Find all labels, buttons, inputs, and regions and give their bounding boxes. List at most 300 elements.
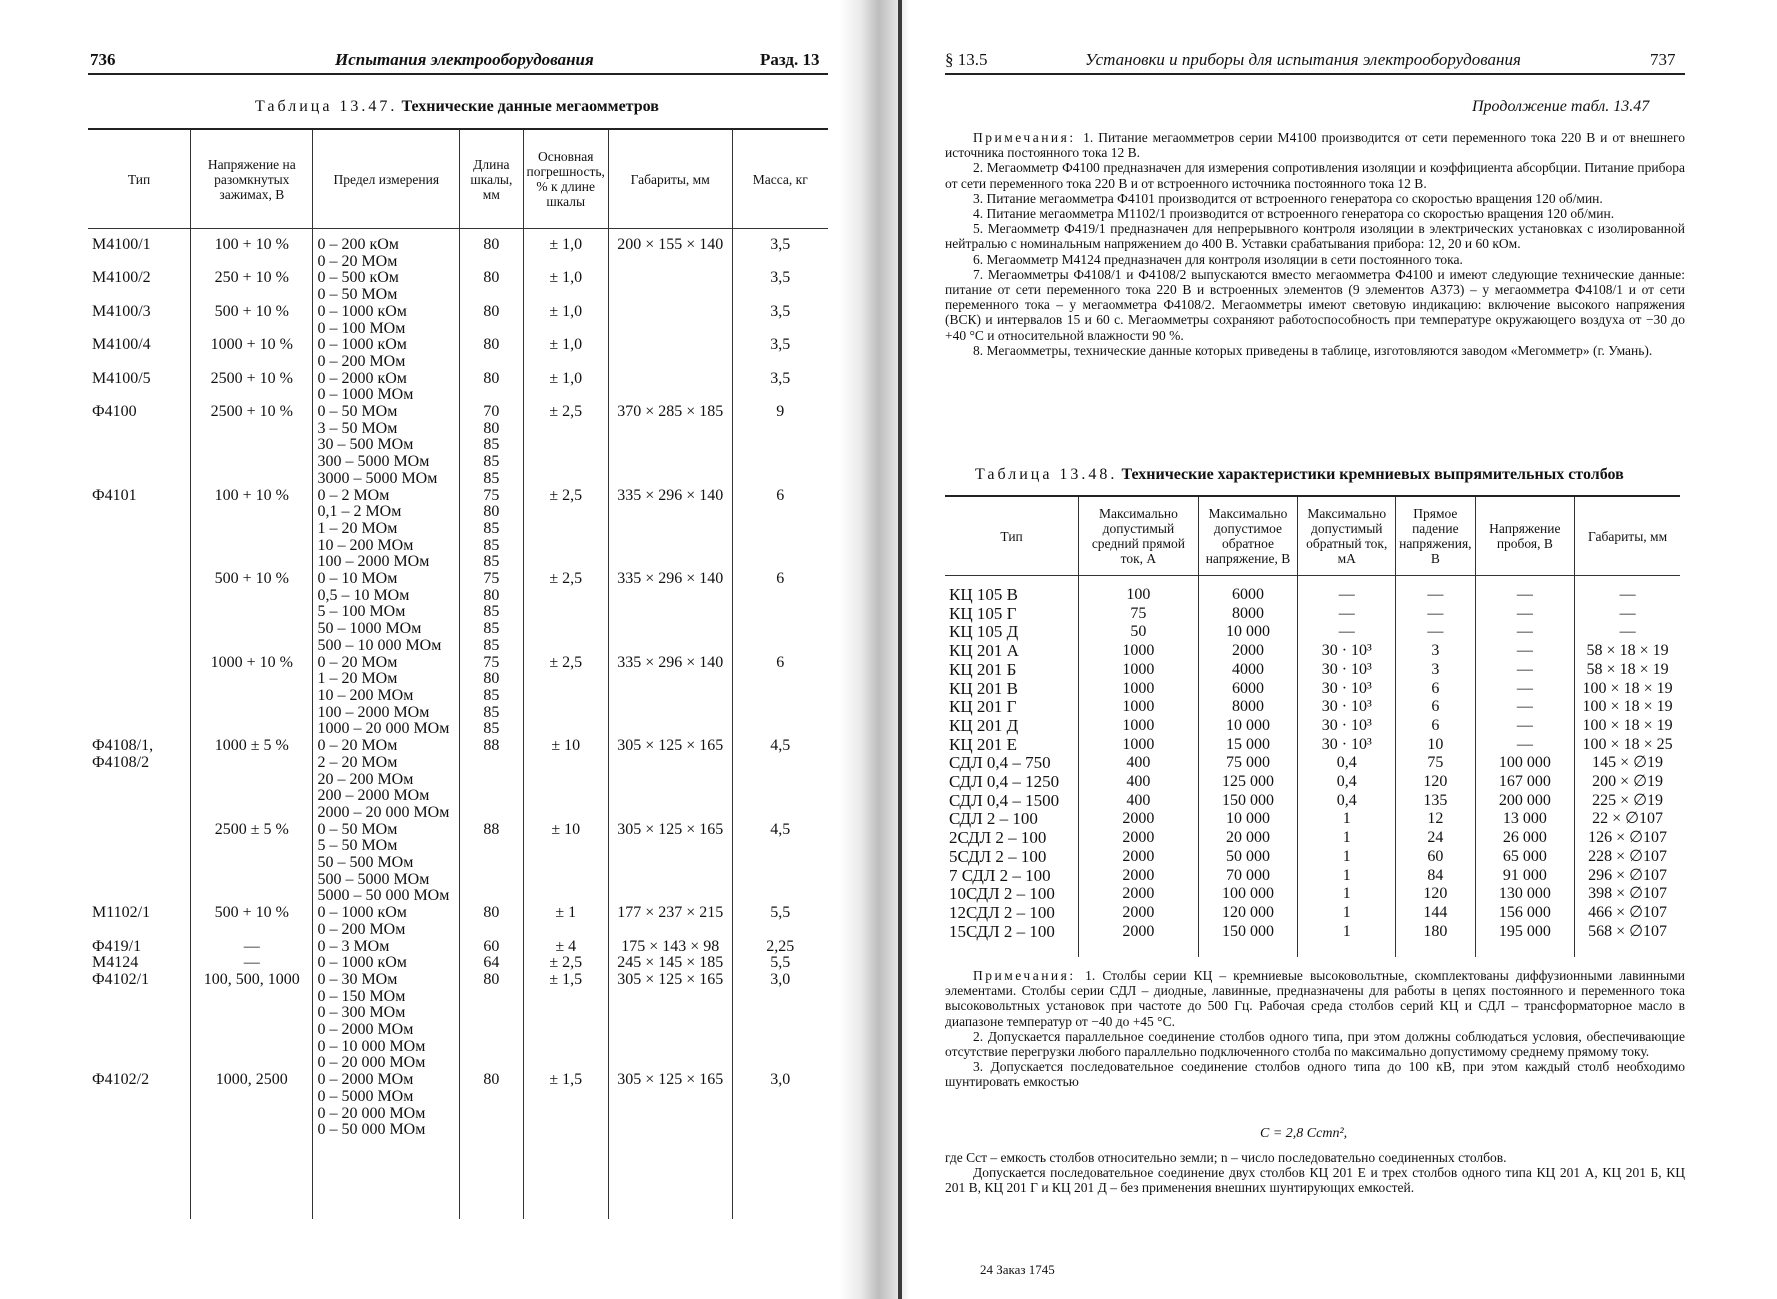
table-cell: 0,4	[1298, 754, 1396, 773]
table-47-header-cell: Основная погрешность, % к длине шкалы	[523, 129, 608, 229]
table-cell: 70 80 85 85 85	[460, 404, 523, 488]
table-cell: 1000	[1079, 736, 1198, 755]
table-cell: 1000, 2500	[191, 1072, 313, 1139]
table-cell: 12СДЛ 2 – 100	[945, 904, 1079, 923]
table-cell: 335 × 296 × 140	[608, 571, 732, 655]
note-text: 7. Мегаомметры Ф4108/1 и Ф4108/2 выпускаются вместо мегаомметра Ф4100 и имеют следующие технические данные: питание от сети переменного тока 220 В и встроенных элементов (9 элементов А373) – у мегаомметра Ф4108/1 и от сети переменного тока – у мегаомметра Ф4108/2. Мегаомметры имеют световую индикацию: включение высокого напряжения (ВСК) и интервалов 15 и 60 с. Мегаомметры сохраняют работоспособность при температуре окружающего воздуха от −30 до +40 °С и относительной влажности 90 %.	[945, 266, 1685, 343]
table-cell: 1000	[1079, 717, 1198, 736]
table-cell: —	[1575, 576, 1680, 605]
table-cell: 6000	[1198, 680, 1298, 699]
table-cell: ± 1,0	[523, 371, 608, 404]
table-48-body	[945, 576, 1680, 958]
table-cell: 0 – 1000 кОм 0 – 200 МОм	[313, 337, 460, 370]
table-cell: Ф4100	[88, 404, 191, 488]
table-cell: ± 1,0	[523, 304, 608, 337]
table-cell	[88, 655, 191, 739]
table-cell: 10СДЛ 2 – 100	[945, 885, 1079, 904]
table-cell: —	[1396, 623, 1475, 642]
table-cell: 80	[460, 1072, 523, 1139]
table-cell: ± 2,5	[523, 404, 608, 488]
table-row	[945, 605, 1680, 624]
table-cell: 80	[460, 270, 523, 303]
table-row	[945, 810, 1680, 829]
table-cell: КЦ 201 Г	[945, 698, 1079, 717]
table-cell: 5СДЛ 2 – 100	[945, 848, 1079, 867]
table-cell: 3,5	[732, 304, 828, 337]
table-cell: 0 – 50 МОм 3 – 50 МОм 30 – 500 МОм 300 – 5000 МОм 3000 – 5000 МОм	[313, 404, 460, 488]
table-cell: 1	[1298, 867, 1396, 886]
table-cell: 30 · 10³	[1298, 661, 1396, 680]
table-row	[88, 905, 828, 938]
header-rule-right	[945, 73, 1685, 75]
table-cell: 1	[1298, 829, 1396, 848]
table-cell: 1	[1298, 848, 1396, 867]
table-cell: 65 000	[1475, 848, 1575, 867]
table-47-header-cell: Тип	[88, 129, 191, 229]
table-cell: —	[1475, 623, 1575, 642]
table-cell: 0 – 2000 МОм 0 – 5000 МОм 0 – 20 000 МОм 0 – 50 000 МОм	[313, 1072, 460, 1139]
table-cell	[313, 1139, 460, 1219]
table-cell: 6	[732, 655, 828, 739]
note-text: 1. Питание мегаомметров серии М4100 производится от сети переменного тока 220 В и от внешнего источника постоянного тока 12 В.	[945, 130, 1685, 161]
table-cell: 2000	[1079, 829, 1198, 848]
table-cell: КЦ 201 Д	[945, 717, 1079, 736]
table-cell: 75 000	[1198, 754, 1298, 773]
table-cell: —	[1575, 605, 1680, 624]
table-cell: 2500 + 10 %	[191, 404, 313, 488]
table-cell: 6	[732, 571, 828, 655]
table-47-header-cell: Длина шкалы, мм	[460, 129, 523, 229]
table-cell: 305 × 125 × 165	[608, 738, 732, 822]
table-cell: 1	[1298, 923, 1396, 958]
note-paragraph	[945, 206, 1685, 221]
table-cell: 12	[1396, 810, 1475, 829]
table-cell: ± 10	[523, 738, 608, 822]
table-cell	[608, 371, 732, 404]
table-48-title: Технические характеристики кремниевых выпрямительных столбов	[1121, 466, 1624, 483]
table-cell: 24	[1396, 829, 1475, 848]
table-cell: 180	[1396, 923, 1475, 958]
table-cell: 120	[1396, 885, 1475, 904]
table-cell	[88, 1139, 191, 1219]
left-page	[0, 0, 880, 1299]
table-row	[945, 717, 1680, 736]
table-cell: 75 80 85 85 85	[460, 488, 523, 572]
table-cell: 15 000	[1198, 736, 1298, 755]
table-48-header-cell: Габариты, мм	[1575, 496, 1680, 576]
table-cell: 156 000	[1475, 904, 1575, 923]
table-cell: ± 1,0	[523, 270, 608, 303]
table-cell: —	[1396, 605, 1475, 624]
table-cell: ± 10	[523, 822, 608, 906]
table-cell: ± 1,5	[523, 1072, 608, 1139]
table-cell: ± 2,5	[523, 655, 608, 739]
table-cell: 400	[1079, 792, 1198, 811]
table-cell: 400	[1079, 773, 1198, 792]
table-48-caption	[975, 466, 1624, 484]
table-cell: 145 × ∅19	[1575, 754, 1680, 773]
table-cell: 22 × ∅107	[1575, 810, 1680, 829]
table-row	[945, 680, 1680, 699]
table-cell: 126 × ∅107	[1575, 829, 1680, 848]
table-cell: 0,4	[1298, 773, 1396, 792]
table-cell: 15СДЛ 2 – 100	[945, 923, 1079, 958]
table-cell: —	[1575, 623, 1680, 642]
table-cell: СДЛ 0,4 – 1500	[945, 792, 1079, 811]
table-cell: 84	[1396, 867, 1475, 886]
table-cell: 80	[460, 337, 523, 370]
table-47-header-row	[88, 129, 828, 229]
table-cell: 3	[1396, 661, 1475, 680]
table-cell: 3,5	[732, 229, 828, 271]
printer-footer: 24 Заказ 1745	[980, 1262, 1055, 1277]
table-row	[945, 754, 1680, 773]
table-cell: 144	[1396, 904, 1475, 923]
table-cell: 400	[1079, 754, 1198, 773]
table-cell: —	[1475, 736, 1575, 755]
table-cell: 9	[732, 404, 828, 488]
note-paragraph	[945, 221, 1685, 251]
table-48-notes	[945, 968, 1685, 1090]
table-cell: 80	[460, 371, 523, 404]
table-cell: 30 · 10³	[1298, 736, 1396, 755]
table-48-label: Таблица 13.48.	[975, 466, 1118, 483]
table-cell: 100 × 18 × 25	[1575, 736, 1680, 755]
table-cell: 3,5	[732, 270, 828, 303]
table-cell: ± 4 ± 2,5 ± 1,5	[523, 939, 608, 1073]
table-cell: 80	[460, 905, 523, 938]
table-cell: 75 80 85 85 85	[460, 571, 523, 655]
note-text: 6. Мегаомметр М4124 предназначен для контроля изоляции в сети постоянного тока.	[973, 251, 1463, 267]
table-cell: 100 × 18 × 19	[1575, 717, 1680, 736]
note-paragraph	[945, 130, 1685, 160]
table-cell: 58 × 18 × 19	[1575, 642, 1680, 661]
table-cell: М4100/3	[88, 304, 191, 337]
table-cell: —	[1475, 605, 1575, 624]
table-cell: 7 СДЛ 2 – 100	[945, 867, 1079, 886]
table-cell: 6	[1396, 698, 1475, 717]
table-48-header-cell: Максимально допустимый обратный ток, мА	[1298, 496, 1396, 576]
table-cell: 0 – 500 кОм 0 – 50 МОм	[313, 270, 460, 303]
table-row	[945, 792, 1680, 811]
table-cell: 225 × ∅19	[1575, 792, 1680, 811]
table-cell	[732, 1139, 828, 1219]
note-paragraph	[945, 1029, 1685, 1059]
capacitance-formula: C = 2,8 Cстn²,	[1260, 1126, 1348, 1141]
table-cell: 88	[460, 822, 523, 906]
table-row	[88, 655, 828, 739]
table-row	[88, 270, 828, 303]
table-cell: 4,5	[732, 822, 828, 906]
table-row	[945, 642, 1680, 661]
running-title-right: Установки и приборы для испытания электрооборудования	[1085, 50, 1521, 69]
table-cell: 2000	[1079, 923, 1198, 958]
table-cell	[88, 571, 191, 655]
table-cell: 370 × 285 × 185	[608, 404, 732, 488]
table-row	[88, 337, 828, 370]
table-cell: М4100/2	[88, 270, 191, 303]
table-cell: 200 000	[1475, 792, 1575, 811]
table-cell: 500 + 10 %	[191, 905, 313, 938]
table-row	[88, 404, 828, 488]
table-cell: ± 2,5	[523, 488, 608, 572]
table-47-caption	[255, 98, 659, 116]
table-cell: 10 000	[1198, 623, 1298, 642]
table-cell: 228 × ∅107	[1575, 848, 1680, 867]
table-cell: КЦ 105 В	[945, 576, 1079, 605]
table-cell: 10 000	[1198, 810, 1298, 829]
table-cell: 4,5	[732, 738, 828, 822]
table-cell: 100 000	[1198, 885, 1298, 904]
table-cell: 3,5	[732, 337, 828, 370]
table-cell	[608, 270, 732, 303]
table-cell: КЦ 201 Е	[945, 736, 1079, 755]
table-cell: ± 1	[523, 905, 608, 938]
table-cell: 26 000	[1475, 829, 1575, 848]
note-text: 3. Допускается последовательное соединение столбов одного типа до 100 кВ, при этом каждый столб необходимо шунтировать емкостью	[945, 1059, 1685, 1090]
table-cell: КЦ 201 В	[945, 680, 1079, 699]
table-cell: КЦ 201 А	[945, 642, 1079, 661]
table-cell: 2500 + 10 %	[191, 371, 313, 404]
table-cell: 1000	[1079, 698, 1198, 717]
table-cell: 58 × 18 × 19	[1575, 661, 1680, 680]
table-cell: 8000	[1198, 605, 1298, 624]
table-cell: 568 × ∅107	[1575, 923, 1680, 958]
table-cell: 91 000	[1475, 867, 1575, 886]
note-text: 1. Столбы серии КЦ – кремниевые высоковольтные, скомплектованы диффузионными лавинными элементами. Столбы серии СДЛ – диодные, лавинные, предназначены для работы в цепях постоянного и переменного тока высоковольтных установок при частоте до 500 Гц. Рабочая среда столбов серий КЦ и СДЛ – трансформаторное масло в диапазоне температур от −40 до +45 °С.	[945, 968, 1686, 1029]
table-cell: 500 + 10 %	[191, 304, 313, 337]
table-cell: 296 × ∅107	[1575, 867, 1680, 886]
table-cell: 1	[1298, 885, 1396, 904]
table-cell: 1000	[1079, 642, 1198, 661]
book-spine	[898, 0, 902, 1299]
table-cell: 60	[1396, 848, 1475, 867]
table-cell	[608, 304, 732, 337]
table-cell: 100 + 10 %	[191, 488, 313, 572]
table-cell: 2000	[1079, 885, 1198, 904]
table-row	[945, 736, 1680, 755]
table-cell: 150 000	[1198, 923, 1298, 958]
table-row	[945, 904, 1680, 923]
section-label-left: Разд. 13	[760, 50, 820, 69]
table-cell: 398 × ∅107	[1575, 885, 1680, 904]
table-cell: 100 × 18 × 19	[1575, 680, 1680, 699]
table-row	[88, 822, 828, 906]
table-cell: 20 000	[1198, 829, 1298, 848]
table-row	[88, 488, 828, 572]
table-cell: 167 000	[1475, 773, 1575, 792]
table-48-header-cell: Прямое падение напряжения, В	[1396, 496, 1475, 576]
table-48-notes-continued	[945, 1150, 1685, 1196]
table-47-header-cell: Масса, кг	[732, 129, 828, 229]
table-cell: Ф4101	[88, 488, 191, 572]
header-rule-left	[88, 73, 828, 75]
note-text: 3. Питание мегаомметра Ф4101 производится от встроенного генератора со скоростью вращения 120 об/мин.	[973, 190, 1603, 206]
table-cell: СДЛ 0,4 – 750	[945, 754, 1079, 773]
table-cell: 466 × ∅107	[1575, 904, 1680, 923]
table-row	[88, 571, 828, 655]
table-cell: 1000 + 10 %	[191, 337, 313, 370]
table-cell: 88	[460, 738, 523, 822]
table-cell: 0 – 3 МОм 0 – 1000 кОм 0 – 30 МОм 0 – 150 МОм 0 – 300 МОм 0 – 2000 МОм 0 – 10 000 МОм 0 – 20 000 МОм	[313, 939, 460, 1073]
table-row	[88, 229, 828, 271]
table-cell: 100	[1079, 576, 1198, 605]
table-cell: 0 – 2 МОм 0,1 – 2 МОм 1 – 20 МОм 10 – 200 МОм 100 – 2000 МОм	[313, 488, 460, 572]
table-cell: М4100/1	[88, 229, 191, 271]
table-cell: 6000	[1198, 576, 1298, 605]
table-cell: 2,25 5,5 3,0	[732, 939, 828, 1073]
table-cell: 200 × ∅19	[1575, 773, 1680, 792]
table-cell: 13 000	[1475, 810, 1575, 829]
table-47-notes	[945, 130, 1685, 358]
table-cell: —	[1298, 605, 1396, 624]
table-cell: —	[1298, 623, 1396, 642]
note-text: 2. Мегаомметр Ф4100 предназначен для измерения сопротивления изоляции и коэффициента абсорбции. Питание прибора от сети переменного тока 220 В и от встроенного источника постоянного тока 12 В.	[945, 160, 1685, 191]
table-cell: 30 · 10³	[1298, 698, 1396, 717]
table-cell: 1	[1298, 904, 1396, 923]
table-cell: ± 1,0	[523, 337, 608, 370]
table-cell: 50 000	[1198, 848, 1298, 867]
table-cell: 0 – 2000 кОм 0 – 1000 МОм	[313, 371, 460, 404]
table-cell: 8000	[1198, 698, 1298, 717]
table-cell: 2000	[1079, 810, 1198, 829]
table-cell	[460, 1139, 523, 1219]
table-cell: 6	[1396, 717, 1475, 736]
table-cell: 3,5	[732, 371, 828, 404]
note-text: 5. Мегаомметр Ф419/1 предназначен для непрерывного контроля изоляции в электрических установках с изолированной нейтралью с номинальным напряжением до 400 В. Уставки срабатывания прибора: 12, 20 и 60 кОм.	[945, 221, 1685, 252]
table-cell: М1102/1	[88, 905, 191, 938]
table-cell: —	[1475, 680, 1575, 699]
table-cell: 0 – 20 МОм 2 – 20 МОм 20 – 200 МОм 200 – 2000 МОм 2000 – 20 000 МОм	[313, 738, 460, 822]
table-cell: 10	[1396, 736, 1475, 755]
table-cell: 175 × 143 × 98 245 × 145 × 185 305 × 125 × 165	[608, 939, 732, 1073]
table-row	[88, 304, 828, 337]
table-cell: 10 000	[1198, 717, 1298, 736]
table-row	[945, 829, 1680, 848]
table-cell: 177 × 237 × 215	[608, 905, 732, 938]
note-text: 8. Мегаомметры, технические данные которых приведены в таблице, изготовляются заводом «Мегомметр» (г. Умань).	[973, 342, 1653, 358]
table-row	[945, 848, 1680, 867]
table-cell: 335 × 296 × 140	[608, 488, 732, 572]
note-paragraph	[945, 968, 1685, 1029]
table-row-spacer	[88, 1139, 828, 1219]
table-cell: 100 000	[1475, 754, 1575, 773]
table-cell: Ф4108/1, Ф4108/2	[88, 738, 191, 822]
table-cell: 0,4	[1298, 792, 1396, 811]
page-number-left: 736	[90, 50, 116, 69]
table-48-header-cell: Максимально допустимое обратное напряжение, В	[1198, 496, 1298, 576]
table-cell: 2СДЛ 2 – 100	[945, 829, 1079, 848]
table-cell: 2000	[1079, 904, 1198, 923]
note-paragraph	[945, 160, 1685, 190]
table-cell: КЦ 105 Д	[945, 623, 1079, 642]
table-cell: 100 + 10 %	[191, 229, 313, 271]
table-cell	[608, 337, 732, 370]
table-cell: 75 80 85 85 85	[460, 655, 523, 739]
table-row	[945, 576, 1680, 605]
table-cell: 80	[460, 229, 523, 271]
note-paragraph	[945, 343, 1685, 358]
table-48-header-cell: Максимально допустимый средний прямой ток, А	[1079, 496, 1198, 576]
table-47-title: Технические данные мегаомметров	[401, 98, 659, 115]
table-cell: СДЛ 0,4 – 1250	[945, 773, 1079, 792]
table-cell: 125 000	[1198, 773, 1298, 792]
table-cell: — — 100, 500, 1000	[191, 939, 313, 1073]
note-paragraph	[945, 1059, 1685, 1089]
table-cell	[191, 1139, 313, 1219]
table-cell: —	[1475, 661, 1575, 680]
table-cell: 30 · 10³	[1298, 642, 1396, 661]
table-cell: 130 000	[1475, 885, 1575, 904]
table-row	[88, 371, 828, 404]
table-cell: 0 – 1000 кОм 0 – 100 МОм	[313, 304, 460, 337]
table-48-header-cell: Напряжение пробоя, В	[1475, 496, 1575, 576]
notes-label: Примечания:	[973, 130, 1084, 145]
table-cell: 305 × 125 × 165	[608, 822, 732, 906]
table-47-header-cell: Предел измерения	[313, 129, 460, 229]
table-cell: 70 000	[1198, 867, 1298, 886]
table-cell: 1	[1298, 810, 1396, 829]
table-cell: 6	[732, 488, 828, 572]
table-cell: Ф4102/2	[88, 1072, 191, 1139]
note-paragraph	[945, 267, 1685, 343]
continuation-label: Продолжение табл. 13.47	[1472, 98, 1650, 115]
table-cell: 30 · 10³	[1298, 680, 1396, 699]
table-cell: 150 000	[1198, 792, 1298, 811]
table-cell: 60 64 80	[460, 939, 523, 1073]
table-cell: 120	[1396, 773, 1475, 792]
table-cell	[523, 1139, 608, 1219]
table-cell: —	[1298, 576, 1396, 605]
table-row	[945, 661, 1680, 680]
table-cell: 80	[460, 304, 523, 337]
note-text: 2. Допускается параллельное соединение столбов одного типа, при этом должны соблюдаться условия, обеспечивающие отсутствие перегрузки любого параллельно подключенного столба по максимально допустимому среднему прямому току.	[945, 1028, 1685, 1060]
table-cell: 0 – 1000 кОм 0 – 200 МОм	[313, 905, 460, 938]
table-cell: 1000	[1079, 661, 1198, 680]
table-row	[945, 885, 1680, 904]
table-cell: —	[1475, 698, 1575, 717]
table-cell	[608, 1139, 732, 1219]
table-cell: 0 – 10 МОм 0,5 – 10 МОм 5 – 100 МОм 50 – 1000 МОм 500 – 10 000 МОм	[313, 571, 460, 655]
table-cell: 30 · 10³	[1298, 717, 1396, 736]
table-cell: 50	[1079, 623, 1198, 642]
table-row	[945, 923, 1680, 958]
page-number-right: 737	[1650, 50, 1676, 69]
table-cell: 0 – 20 МОм 1 – 20 МОм 10 – 200 МОм 100 – 2000 МОм 1000 – 20 000 МОм	[313, 655, 460, 739]
table-cell: —	[1475, 642, 1575, 661]
table-cell: 5,5	[732, 905, 828, 938]
table-cell: КЦ 105 Г	[945, 605, 1079, 624]
table-cell: 1000 + 10 %	[191, 655, 313, 739]
table-cell: СДЛ 2 – 100	[945, 810, 1079, 829]
table-cell: —	[1396, 576, 1475, 605]
table-row	[88, 939, 828, 1073]
notes-label: Примечания:	[973, 968, 1086, 983]
section-label-right: § 13.5	[945, 50, 988, 69]
table-row	[945, 773, 1680, 792]
table-cell: М4100/5	[88, 371, 191, 404]
table-47-header-cell: Габариты, мм	[608, 129, 732, 229]
table-48	[945, 495, 1680, 957]
note-paragraph: где Cст – емкость столбов относительно земли; n – число последовательно соединенных столбов.	[945, 1150, 1507, 1165]
table-cell: 2500 ± 5 %	[191, 822, 313, 906]
table-47-header-cell: Напряжение на разомкнутых зажимах, В	[191, 129, 313, 229]
table-48-header-cell: Тип	[945, 496, 1079, 576]
table-cell: ± 2,5	[523, 571, 608, 655]
table-cell: М4100/4	[88, 337, 191, 370]
table-cell	[88, 822, 191, 906]
table-row	[88, 738, 828, 822]
